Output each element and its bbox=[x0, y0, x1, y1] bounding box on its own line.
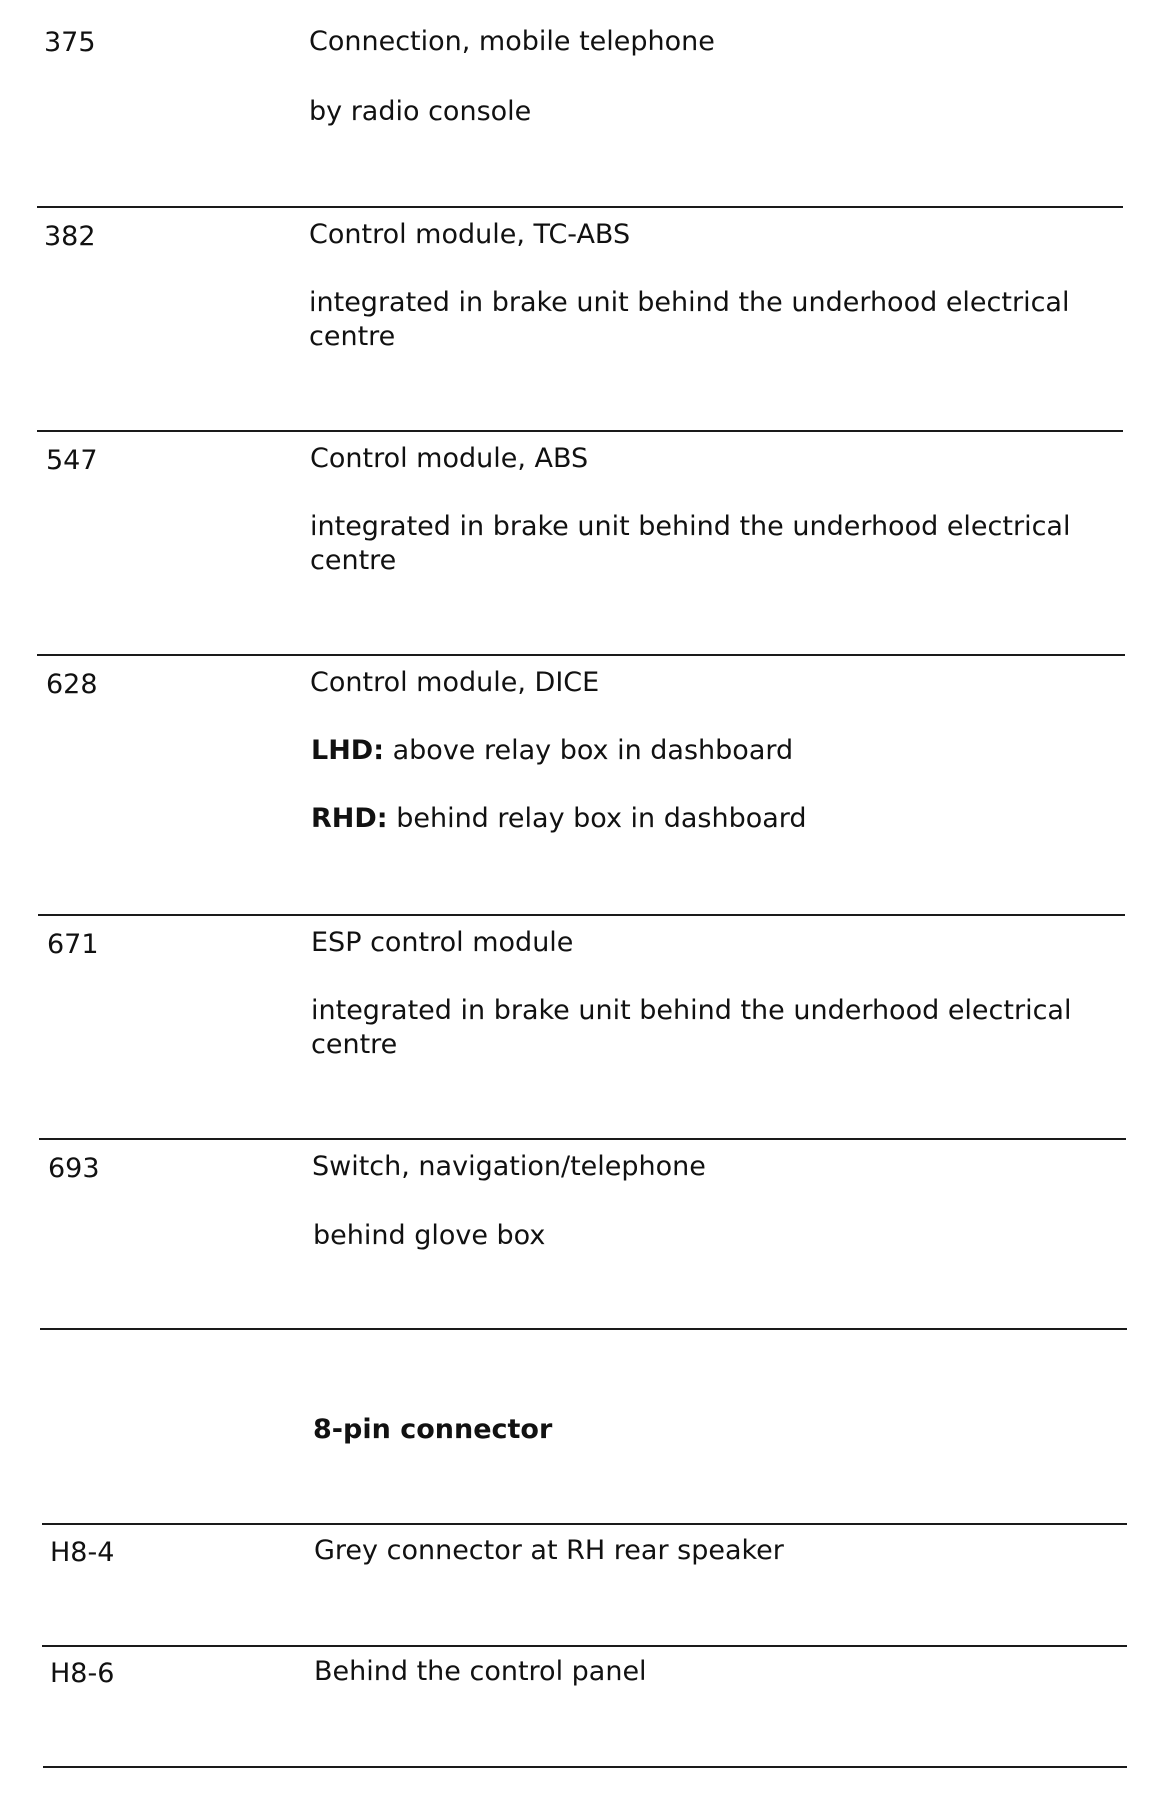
entry-code: 671 bbox=[47, 929, 99, 960]
connector-location: Behind the control panel bbox=[314, 1656, 647, 1687]
lhd-location bbox=[311, 734, 793, 768]
entry-code: 628 bbox=[46, 669, 98, 700]
entry-title: Control module, TC-ABS bbox=[309, 219, 631, 250]
rhd-location bbox=[311, 802, 807, 836]
entry-title: ESP control module bbox=[311, 927, 574, 958]
entry-location: integrated in brake unit behind the underhood electrical centre bbox=[311, 995, 1072, 1060]
entry-title: Control module, DICE bbox=[310, 667, 600, 698]
row-divider bbox=[37, 430, 1123, 432]
row-divider bbox=[37, 206, 1123, 208]
entry-location: behind glove box bbox=[313, 1220, 546, 1251]
rhd-label: RHD: bbox=[311, 803, 388, 834]
connector-code: H8-6 bbox=[50, 1658, 115, 1689]
entry-code: 547 bbox=[46, 445, 98, 476]
entry-code: 382 bbox=[44, 221, 96, 252]
rhd-text: behind relay box in dashboard bbox=[396, 803, 807, 834]
entry-code: 693 bbox=[48, 1153, 100, 1184]
row-divider bbox=[39, 1138, 1126, 1140]
row-divider bbox=[42, 1523, 1127, 1525]
entry-location: by radio console bbox=[309, 96, 532, 127]
row-divider bbox=[43, 1766, 1127, 1768]
row-divider bbox=[42, 1645, 1127, 1647]
entry-title: Switch, navigation/telephone bbox=[312, 1151, 706, 1182]
row-divider bbox=[40, 1328, 1127, 1330]
entry-code: 375 bbox=[44, 27, 96, 58]
row-divider bbox=[38, 914, 1125, 916]
entry-title: Control module, ABS bbox=[310, 443, 589, 474]
lhd-label: LHD: bbox=[311, 735, 385, 766]
row-divider bbox=[37, 654, 1125, 656]
connector-location: Grey connector at RH rear speaker bbox=[314, 1535, 784, 1566]
entry-title: Connection, mobile telephone bbox=[309, 26, 715, 57]
entry-location: integrated in brake unit behind the underhood electrical centre bbox=[309, 287, 1070, 352]
lhd-text: above relay box in dashboard bbox=[392, 735, 794, 766]
connector-code: H8-4 bbox=[50, 1537, 115, 1568]
section-heading: 8-pin connector bbox=[313, 1414, 553, 1445]
entry-location: integrated in brake unit behind the underhood electrical centre bbox=[310, 511, 1071, 576]
